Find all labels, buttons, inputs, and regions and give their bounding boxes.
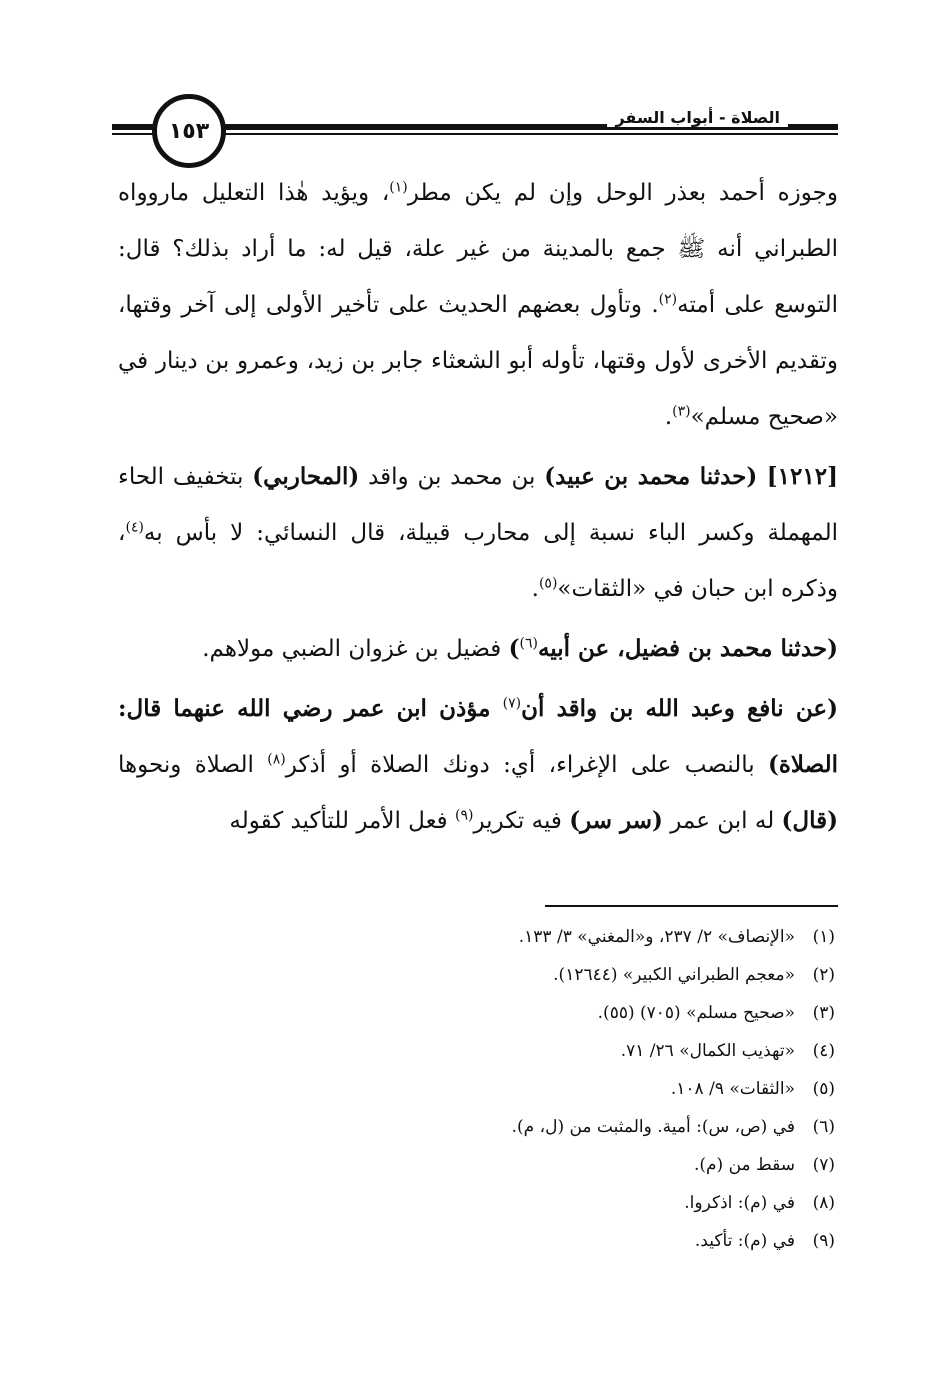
footnote-number: (٥) [812,1079,835,1099]
hadith-text-bold: (سر سر) [569,807,663,834]
paragraph-4 [118,681,838,849]
page-number-circle [152,94,226,168]
text-run: فضيل بن غزوان الضبي مولاهم. [202,636,509,662]
footnote-ref: (٩) [454,807,474,824]
footnote-item [315,994,835,1032]
footnote-item [315,918,835,956]
text-run: له ابن عمر [662,808,782,834]
hadith-text-bold: (حدثنا محمد بن فضيل، عن أبيه [537,635,838,662]
footnote-text: «تهذيب الكمال» ٢٦/ ٧١. [620,1041,795,1061]
footnote-item [315,956,835,994]
footnote-number: (٢) [812,965,835,985]
header-rule-thin [202,133,838,135]
hadith-number: [١٢١٢] [757,463,838,490]
page-header [112,92,838,162]
hadith-text-bold: (حدثنا محمد بن عبيد) [544,463,758,490]
hadith-text-bold: مؤذن ابن عمر رضي الله عنهما قال: الصلاة) [118,695,838,778]
footnote-ref: (٨) [267,751,286,768]
text-run: الصلاة ونحوها [118,752,268,778]
hadith-text-bold: (المحاربي) [252,463,360,490]
hadith-text-bold: ) [508,635,520,662]
footnote-ref: (٧) [502,695,522,712]
footnote-item [315,1070,835,1108]
text-run: بن محمد بن واقد [359,464,545,490]
footnote-ref: (٣) [672,403,691,420]
main-text [118,165,838,849]
hadith-text-bold: (قال) [781,807,838,834]
footnote-text: «الثقات» ٩/ ١٠٨. [670,1079,795,1099]
footnote-number: (١) [812,927,835,947]
text-run: فيه تكرير [473,808,570,834]
text-run: بتخفيف الحاء المهملة وكسر الباء نسبة إلى محارب قبيلة، قال النسائي: لا بأس به [118,464,838,546]
footnote-number: (٧) [812,1155,835,1175]
footnote-text: في (ص، س): أمية. والمثبت من (ل، م). [511,1117,795,1137]
footnote-ref: (١) [389,179,408,196]
footnotes [315,918,835,1260]
paragraph-1 [118,165,838,445]
footnote-number: (٩) [812,1231,835,1251]
footnote-item [315,1184,835,1222]
footnote-number: (٨) [812,1193,835,1213]
footnote-item [315,1108,835,1146]
page-number: ١٥٣ [168,118,210,144]
text-run: . وتأول بعضهم الحديث على تأخير الأولى إلى آخر وقتها، وتقديم الأخرى لأول وقتها، تأوله أبو الشعثاء جابر بن زيد، وعمرو بن دينار في «صحيح مسلم» [118,292,838,430]
footnote-ref: (٦) [519,635,538,652]
footnote-ref: (٥) [538,575,558,592]
footnote-item [315,1032,835,1070]
text-run: بالنصب على الإغراء، أي: دونك الصلاة أو أذكر [285,752,768,778]
paragraph-2 [118,449,838,617]
text-run: فعل الأمر للتأكيد كقوله [229,808,455,834]
footnote-number: (٦) [812,1117,835,1137]
text-run: . [531,576,539,602]
footnote-ref: (٢) [658,291,678,308]
hadith-text-bold: (عن نافع وعبد الله بن واقد أن [521,695,839,722]
footnote-number: (٤) [812,1041,835,1061]
footnote-item [315,1222,835,1260]
footnote-text: سقط من (م). [693,1155,795,1175]
text-run: . [664,404,673,430]
paragraph-3 [118,621,838,677]
footnote-text: «الإنصاف» ٢/ ٢٣٧، و«المغني» ٣/ ١٣٣. [518,927,795,947]
footnote-ref: (٤) [125,519,144,536]
footnote-separator [545,905,838,907]
footnote-text: في (م): تأكيد. [694,1231,795,1251]
footnote-item [315,1146,835,1184]
footnote-text: «معجم الطبراني الكبير» (١٢٦٤٤). [553,965,795,985]
footnote-number: (٣) [812,1003,835,1023]
footnote-text: في (م): اذكروا. [684,1193,795,1213]
footnote-text: «صحيح مسلم» (٧٠٥) (٥٥). [597,1003,795,1023]
text-run: وجوزه أحمد بعذر الوحل وإن لم يكن مطر [407,180,838,206]
text-run: ، وذكره ابن حبان في «الثقات» [118,520,838,602]
running-title: الصلاة - أبواب السفر [607,108,788,127]
text-run: ، ويؤيد هٰذا التعليل ماروواه الطبراني أنه ﷺ جمع بالمدينة من غير علة، قيل له: ما أراد بذلك؟ قال: التوسع على أمته [118,180,838,318]
